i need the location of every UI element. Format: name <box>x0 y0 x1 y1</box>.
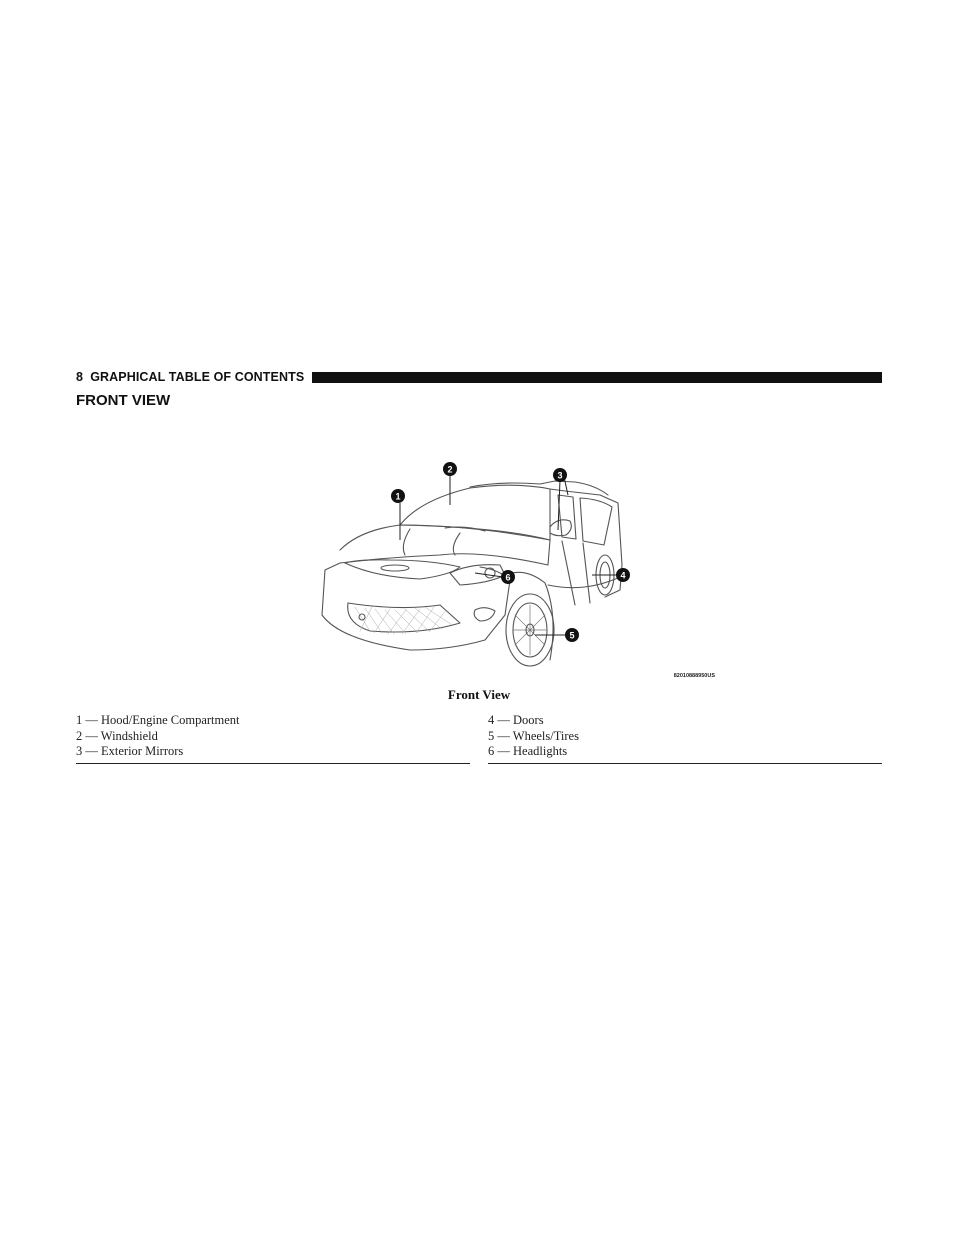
side-window-rear <box>580 498 612 545</box>
svg-text:2: 2 <box>447 464 453 475</box>
legend-item-hood: 1 — Hood/Engine Compartment <box>76 713 240 727</box>
page-number: 8 <box>76 370 84 384</box>
svg-text:5: 5 <box>569 630 575 641</box>
legend-item-exterior-mirrors: 3 — Exterior Mirrors <box>76 744 184 758</box>
fog-light <box>474 608 495 621</box>
svg-text:4: 4 <box>620 570 626 581</box>
callout-5 <box>565 628 579 642</box>
callout-2 <box>443 462 457 476</box>
svg-text:1: 1 <box>395 491 401 502</box>
header-text <box>76 370 304 384</box>
header-bar <box>312 372 882 383</box>
callout-3 <box>553 468 567 482</box>
legend-left <box>76 713 470 764</box>
vehicle-illustration <box>300 455 730 685</box>
front-fascia <box>322 563 510 650</box>
callout-1 <box>391 489 405 503</box>
vehicle-front-view-drawing <box>300 455 730 685</box>
legend-right <box>488 713 882 764</box>
brand-badge <box>381 565 409 571</box>
legend-rule-right <box>488 763 882 764</box>
callout-6 <box>501 570 515 584</box>
svg-text:6: 6 <box>505 572 511 583</box>
fender-arch <box>505 572 553 660</box>
image-code: 82010888950US <box>673 673 715 679</box>
chapter-title: GRAPHICAL TABLE OF CONTENTS <box>90 370 305 384</box>
legend-item-windshield: 2 — Windshield <box>76 728 158 743</box>
legend-item-doors: 4 — Doors <box>488 713 544 727</box>
hood-outline <box>340 525 550 565</box>
section-title: FRONT VIEW <box>76 392 171 409</box>
upper-grille <box>345 560 460 579</box>
legend-rule-left <box>76 763 470 764</box>
legend-item-headlights: 6 — Headlights <box>488 744 568 758</box>
page-header <box>76 369 882 385</box>
svg-text:3: 3 <box>557 470 563 481</box>
callout-4 <box>616 568 630 582</box>
figure-caption: Front View <box>447 687 511 702</box>
side-window-front <box>558 495 576 539</box>
roof-rail <box>470 481 608 495</box>
front-wheel-spokes <box>514 605 546 655</box>
lower-grille-mesh <box>355 607 452 634</box>
windshield-outline <box>400 485 550 540</box>
legend-item-wheels-tires: 5 — Wheels/Tires <box>488 728 579 743</box>
